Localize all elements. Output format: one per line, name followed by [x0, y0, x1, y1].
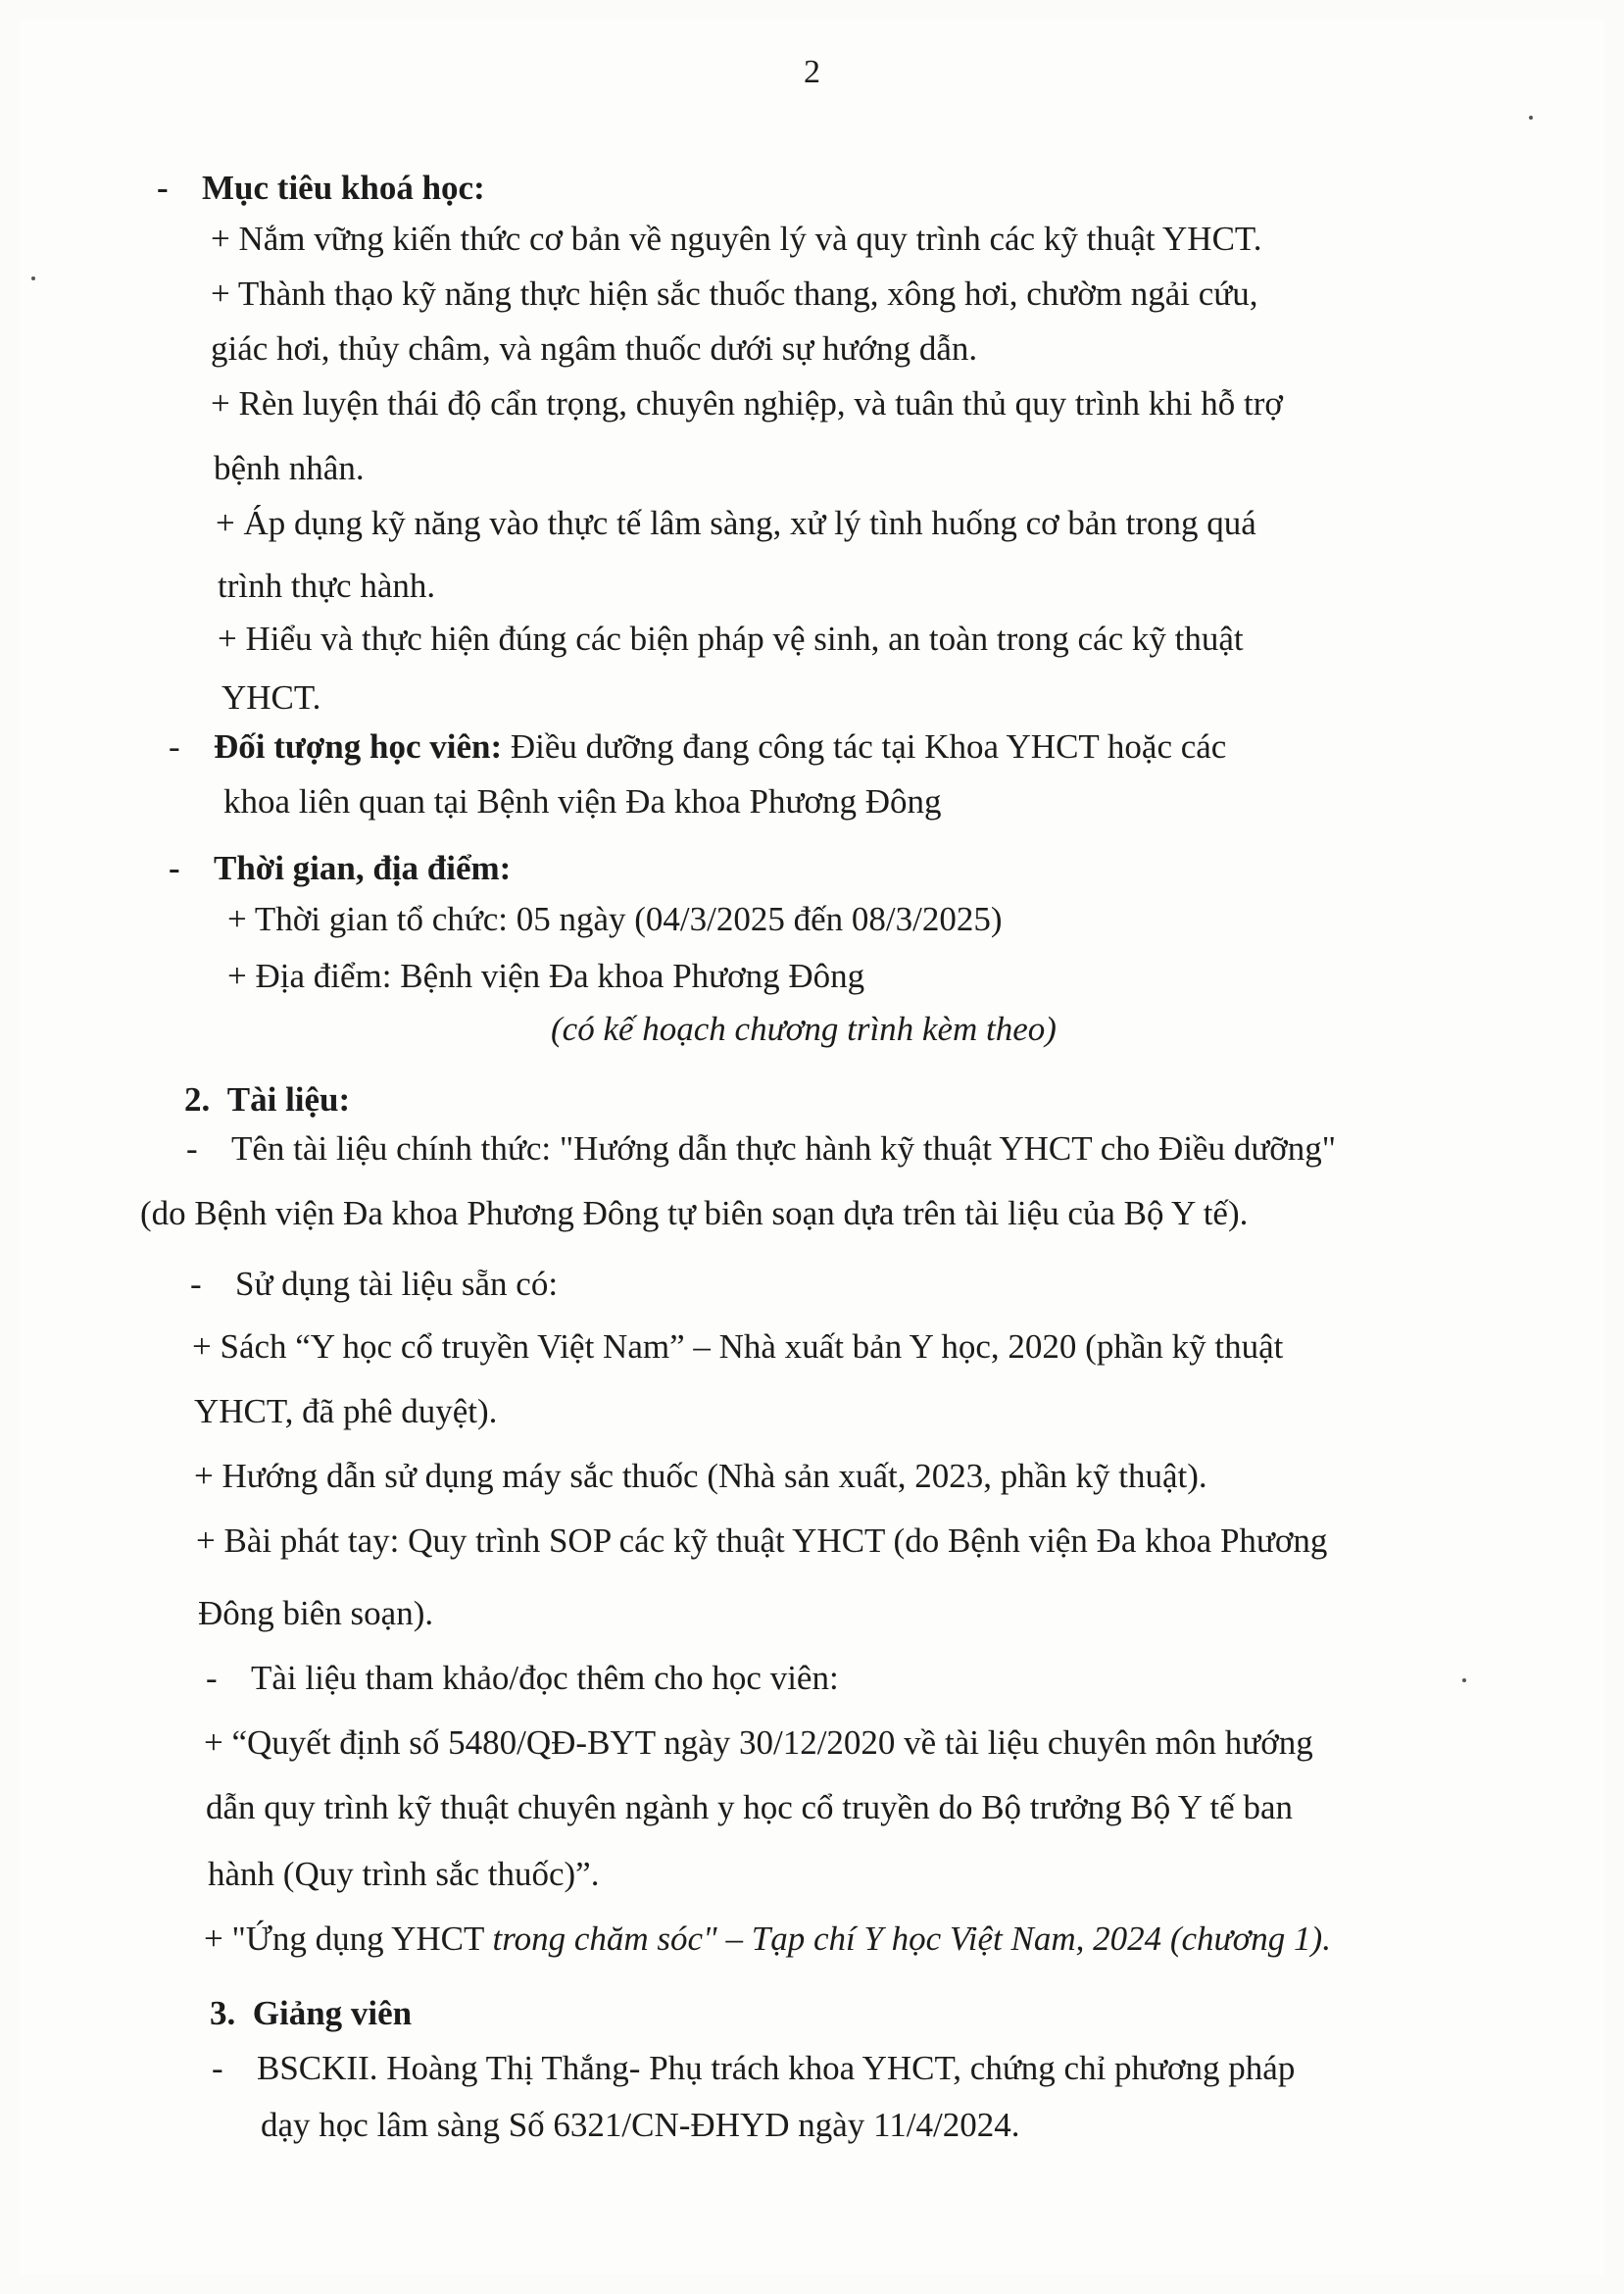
students-line — [169, 725, 1226, 769]
bullet-dash: - — [157, 169, 169, 207]
reference-item-plain: + "Ứng dụng YHCT — [204, 1920, 493, 1958]
section-number: 2. — [184, 1080, 211, 1119]
bullet-dash: - — [206, 1659, 218, 1697]
lecturer-text-cont: dạy học lâm sàng Số 6321/CN-ĐHYD ngày 11/4/2024. — [261, 2106, 1020, 2144]
time-place-heading: Thời gian, địa điểm: — [214, 849, 512, 887]
official-material-text-cont: (do Bệnh viện Đa khoa Phương Đông tự biên soạn dựa trên tài liệu của Bộ Y tế). — [140, 1194, 1249, 1232]
available-material-item: + Sách “Y học cổ truyền Việt Nam” – Nhà xuất bản Y học, 2020 (phần kỹ thuật — [192, 1327, 1284, 1366]
time-place-heading-line — [169, 847, 511, 890]
page-number: 2 — [804, 54, 820, 90]
objective-line: bệnh nhân. — [214, 449, 365, 487]
objective-line: + Áp dụng kỹ năng vào thực tế lâm sàng, xử lý tình huống cơ bản trong quá — [216, 504, 1256, 542]
available-material-item: YHCT, đã phê duyệt). — [194, 1392, 498, 1430]
available-materials-line — [190, 1263, 558, 1306]
reference-item-italic: trong chăm sóc" – Tạp chí Y học Việt Nam, 2024 (chương 1). — [492, 1920, 1331, 1958]
reference-materials-line — [206, 1657, 839, 1700]
plan-note: (có kế hoạch chương trình kèm theo) — [551, 1010, 1057, 1048]
reference-item: + “Quyết định số 5480/QĐ-BYT ngày 30/12/2020 về tài liệu chuyên môn hướng — [204, 1723, 1313, 1762]
objective-line: + Nắm vững kiến thức cơ bản về nguyên lý và quy trình các kỹ thuật YHCT. — [211, 220, 1262, 258]
place-line: + Địa điểm: Bệnh viện Đa khoa Phương Đông — [227, 957, 865, 995]
reference-item-last — [204, 1918, 1331, 1961]
objectives-heading: Mục tiêu khoá học: — [202, 169, 485, 207]
objective-line: + Thành thạo kỹ năng thực hiện sắc thuốc thang, xông hơi, chườm ngải cứu, — [211, 274, 1258, 313]
official-material-text: Tên tài liệu chính thức: "Hướng dẫn thực hành kỹ thuật YHCT cho Điều dưỡng" — [231, 1129, 1337, 1168]
students-heading: Đối tượng học viên: — [214, 727, 503, 766]
reference-materials-heading: Tài liệu tham khảo/đọc thêm cho học viên: — [251, 1659, 839, 1697]
students-text-cont: khoa liên quan tại Bệnh viện Đa khoa Phương Đông — [223, 782, 942, 821]
objectives-heading-line — [157, 167, 485, 210]
bullet-dash: - — [212, 2049, 223, 2087]
section-number: 3. — [210, 1994, 236, 2032]
lecturer-line — [212, 2047, 1295, 2090]
available-material-item: + Bài phát tay: Quy trình SOP các kỹ thuật YHCT (do Bệnh viện Đa khoa Phương — [196, 1521, 1328, 1560]
scan-speck — [1462, 1678, 1466, 1682]
objective-line: giác hơi, thủy châm, và ngâm thuốc dưới sự hướng dẫn. — [211, 329, 978, 368]
available-materials-heading: Sử dụng tài liệu sẵn có: — [235, 1265, 559, 1303]
bullet-dash: - — [169, 727, 180, 766]
available-material-item: + Hướng dẫn sử dụng máy sắc thuốc (Nhà sản xuất, 2023, phần kỹ thuật). — [194, 1457, 1207, 1495]
bullet-dash: - — [186, 1129, 198, 1168]
official-material-line — [186, 1127, 1336, 1171]
time-line: + Thời gian tổ chức: 05 ngày (04/3/2025 đến 08/3/2025) — [227, 900, 1003, 938]
lecturer-heading-line — [210, 1992, 412, 2035]
objective-line: trình thực hành. — [218, 567, 436, 605]
reference-item: hành (Quy trình sắc thuốc)”. — [208, 1855, 600, 1893]
materials-heading: Tài liệu: — [226, 1080, 351, 1119]
objective-line: + Hiểu và thực hiện đúng các biện pháp vệ sinh, an toàn trong các kỹ thuật — [218, 620, 1244, 658]
bullet-dash: - — [190, 1265, 202, 1303]
reference-item: dẫn quy trình kỹ thuật chuyên ngành y học cổ truyền do Bộ trưởng Bộ Y tế ban — [206, 1788, 1293, 1826]
scan-speck — [31, 276, 35, 280]
scan-speck — [1529, 116, 1533, 120]
bullet-dash: - — [169, 849, 180, 887]
objective-line: YHCT. — [221, 678, 321, 717]
materials-heading-line — [184, 1078, 350, 1122]
students-text: Điều dưỡng đang công tác tại Khoa YHCT hoặc các — [502, 727, 1227, 766]
lecturer-text: BSCKII. Hoàng Thị Thắng- Phụ trách khoa YHCT, chứng chỉ phương pháp — [257, 2049, 1296, 2087]
lecturer-heading: Giảng viên — [252, 1994, 413, 2032]
available-material-item: Đông biên soạn). — [198, 1594, 434, 1632]
objective-line: + Rèn luyện thái độ cẩn trọng, chuyên nghiệp, và tuân thủ quy trình khi hỗ trợ — [211, 384, 1283, 423]
